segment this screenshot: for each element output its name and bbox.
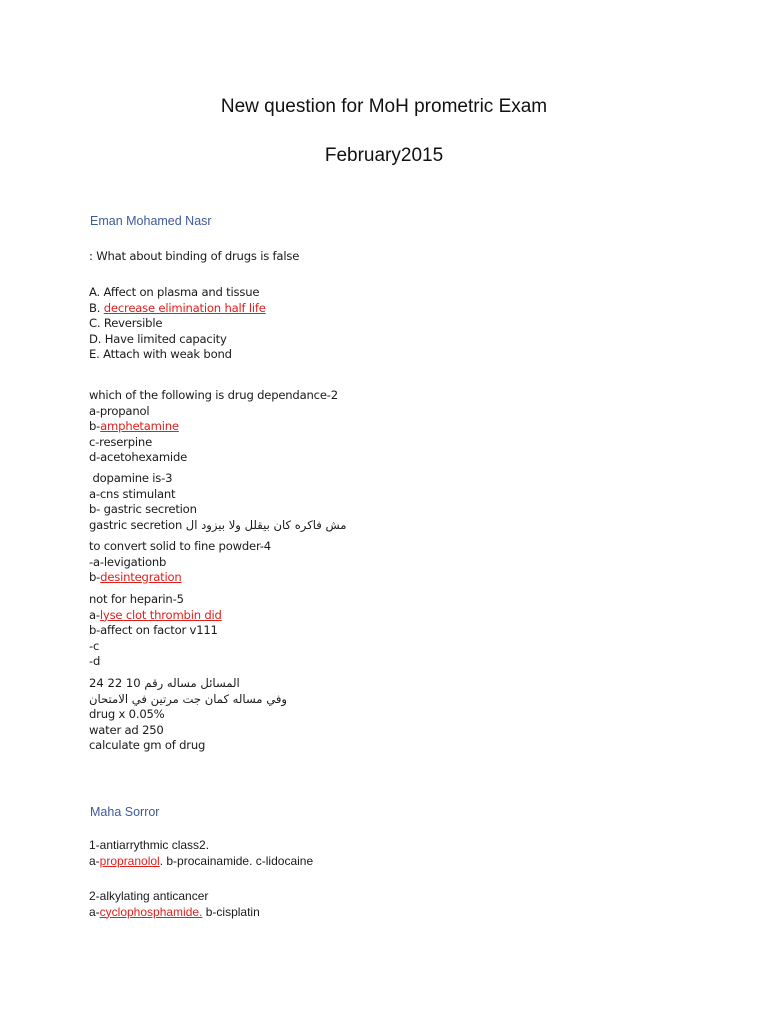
question-text: to convert solid to fine powder-4 [89, 539, 271, 553]
question-text: 1-antiarrythmic class2. [89, 838, 210, 852]
option-prefix: a- [89, 853, 100, 868]
document-title: New question for MoH prometric Exam [220, 96, 548, 117]
option-prefix: a- [89, 607, 100, 622]
question-text: : What about binding of drugs is false [89, 249, 300, 263]
option-a: a-propanol [89, 403, 150, 418]
question-text: 2-alkylating anticancer [89, 889, 209, 903]
options-line [89, 905, 260, 921]
arabic-note-line-1: المسائل مساله رقم 10 22 24 [89, 676, 240, 690]
option-prefix: B. [89, 300, 104, 315]
option-b [89, 570, 271, 586]
question-6 [89, 838, 313, 869]
option-b [89, 419, 338, 435]
option-c: -c [89, 638, 100, 653]
author-name: Maha Sorror [90, 805, 160, 819]
author-name: Eman Mohamed Nasr [90, 214, 212, 228]
question-4 [89, 539, 271, 586]
option-prefix: b- [89, 570, 101, 584]
question-1-options [89, 285, 266, 363]
question-7 [89, 889, 260, 920]
option-b [89, 301, 266, 317]
correct-answer: decrease elimination half life [103, 300, 266, 315]
option-a: a-cns stimulant [89, 486, 176, 501]
option-b: b- gastric secretion [89, 502, 197, 516]
question-text: not for heparin-5 [89, 592, 184, 606]
option-d: -d [89, 654, 101, 668]
other-options: b-cisplatin [202, 904, 260, 919]
question-2 [89, 388, 338, 466]
other-options: . b-procainamide. c-lidocaine [159, 853, 314, 868]
question-text: which of the following is drug dependance-2 [89, 388, 338, 402]
option-c: c-reserpine [89, 434, 153, 449]
question-text: dopamine is-3 [89, 471, 173, 485]
option-e: E. Attach with weak bond [89, 347, 232, 361]
document-subtitle: February2015 [324, 145, 444, 166]
option-prefix: a- [89, 904, 100, 919]
arabic-notes [89, 676, 287, 754]
calc-line-1: drug x 0.05% [89, 707, 165, 721]
arabic-note-line-2: وفي مساله كمان جت مرتين في الامتحان [89, 691, 288, 706]
option-prefix: b- [89, 419, 101, 433]
question-1 [89, 249, 299, 265]
arabic-note: مش فاكره كان بيقلل ولا بيزود ال gastric secretion [89, 517, 347, 532]
calc-line-3: calculate gm of drug [89, 738, 206, 752]
options-line [89, 854, 313, 870]
option-a: A. Affect on plasma and tissue [89, 285, 260, 299]
correct-answer: amphetamine [100, 419, 179, 433]
question-3 [89, 471, 346, 533]
correct-answer: lyse clot thrombin did [99, 607, 222, 622]
option-b: b-affect on factor v111 [89, 623, 218, 637]
correct-answer: cyclophosphamide. [99, 904, 203, 919]
option-a: -a-levigationb [89, 554, 167, 569]
option-a [89, 608, 222, 624]
calc-line-2: water ad 250 [89, 722, 164, 737]
option-c: C. Reversible [89, 316, 163, 330]
correct-answer: propranolol [99, 853, 160, 868]
correct-answer: desintegration [100, 570, 182, 584]
option-d: d-acetohexamide [89, 450, 188, 464]
question-5 [89, 592, 222, 670]
option-d: D. Have limited capacity [89, 331, 227, 346]
